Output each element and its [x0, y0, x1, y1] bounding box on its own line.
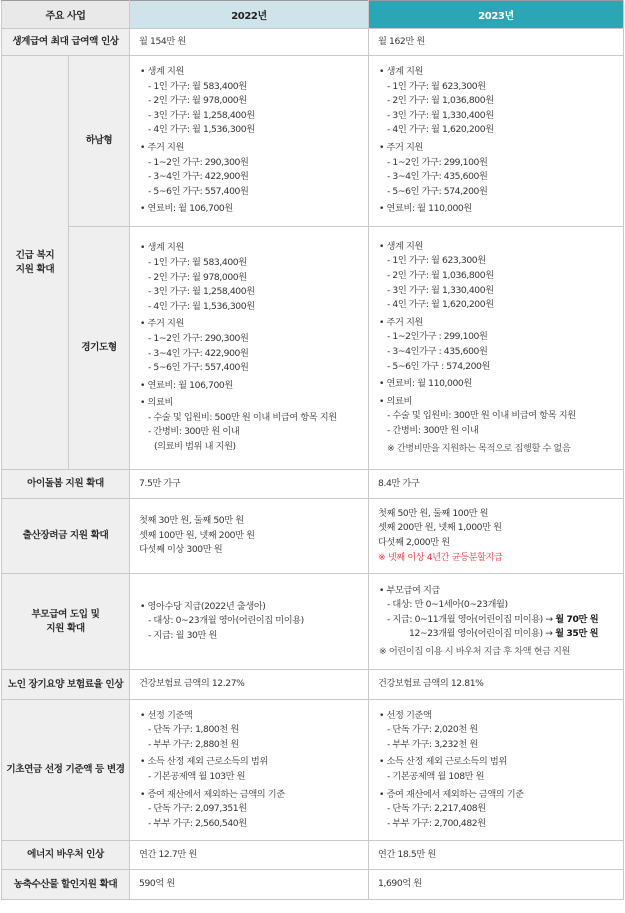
- item-line: - 기본공제액 월 103만 원: [148, 771, 246, 782]
- item-title: • 선정 기준액: [379, 709, 432, 721]
- item-line: - 1~2인 가구: 290,300원: [148, 156, 249, 168]
- item-note: ※ 간병비만을 지원하는 목적으로 집행할 수 없음: [387, 442, 571, 454]
- row-label-livelihood: 생계급여 최대 급여액 인상: [2, 29, 130, 56]
- value-2022: 월 154만 원: [130, 29, 369, 56]
- item-line: - 단독 가구: 2,020천 원: [387, 724, 478, 736]
- item-line: - 3~4인가구 : 435,600원: [387, 346, 488, 357]
- row-label-pension: 기초연금 선정 기준액 등 변경: [2, 700, 130, 841]
- pension-2022-cell: [130, 700, 369, 841]
- row-label-energy: 에너지 바우처 인상: [2, 841, 130, 870]
- item-line: - 1인 가구: 월 583,400원: [148, 80, 247, 92]
- sub-label-hanam: 하남형: [69, 56, 130, 227]
- item-line: - 수술 및 입원비: 500만 원 이내 비급여 항목 지원: [148, 411, 337, 423]
- table-row: [2, 670, 624, 700]
- item-line: 셋째 200만 원, 넷째 1,000만 원: [378, 522, 502, 534]
- item-title: • 소득 산정 제외 근로소득의 범위: [140, 756, 268, 768]
- item-line: [379, 627, 623, 642]
- item-line: - 1~2인 가구: 299,100원: [387, 156, 488, 168]
- value-2022: 7.5만 가구: [130, 470, 369, 499]
- item-title: • 증여 재산에서 제외하는 금액의 기준: [379, 788, 524, 800]
- parent-2023-cell: [369, 574, 624, 670]
- table-row: [2, 56, 624, 227]
- item-line: - 대상: 0~23개월 영아(어린이집 미이용): [148, 615, 304, 627]
- table-row: [2, 841, 624, 870]
- item-title: • 연료비: 월 110,000원: [379, 378, 472, 390]
- item-title: • 의료비: [140, 397, 173, 409]
- table-row: [2, 499, 624, 574]
- item-line: - 수술 및 입원비: 300만 원 이내 비급여 항목 지원: [387, 410, 576, 422]
- item-line: - 3인 가구: 월 1,330,400원: [387, 284, 494, 296]
- item-title: • 증여 재산에서 제외하는 금액의 기준: [140, 788, 285, 800]
- birth-2023-cell: [369, 499, 624, 574]
- sub-label-gyeonggi: 경기도형: [69, 227, 130, 470]
- pay-amount: 월 35만 원: [555, 628, 599, 640]
- item-line: - 간병비: 300만 원 이내: [148, 426, 240, 438]
- item-note: (의료비 범위 내 지원): [154, 441, 236, 453]
- item-line: 첫째 50만 원, 둘째 100만 원: [378, 507, 489, 519]
- item-line: - 단독 가구: 2,097,351원: [148, 803, 247, 815]
- table-row: [2, 470, 624, 499]
- gyeonggi-2022-cell: [130, 227, 369, 470]
- item-line: - 4인 가구: 월 1,620,200원: [387, 124, 494, 136]
- item-line: - 5~6인 가구: 574,200원: [387, 185, 488, 197]
- row-label-agri: 농축수산물 할인지원 확대: [2, 870, 130, 900]
- item-line: - 2인 가구: 월 1,036,800원: [387, 270, 494, 282]
- row-label-birth: 출산장려금 지원 확대: [2, 499, 130, 574]
- item-title: • 연료비: 월 106,700원: [140, 203, 233, 215]
- hanam-2023-cell: [369, 56, 624, 227]
- table-row: [2, 574, 624, 670]
- hanam-2022-cell: [130, 56, 369, 227]
- item-line: - 3~4인 가구: 422,900원: [148, 347, 249, 359]
- item-line: - 4인 가구: 월 1,536,300원: [148, 124, 255, 136]
- item-line: - 2인 가구: 월 978,000원: [148, 271, 247, 283]
- header-main-project: 주요 사업: [2, 1, 130, 29]
- value-2023: 건강보험료 금액의 12.81%: [369, 670, 624, 700]
- item-line: - 간병비: 300만 원 이내: [387, 424, 479, 436]
- item-line: 첫째 30만 원, 둘째 50만 원: [139, 515, 244, 527]
- birth-2022-cell: [130, 499, 369, 574]
- item-line: - 5~6인 가구: 557,400원: [148, 185, 249, 197]
- item-line: - 부부 가구: 2,560,540원: [148, 817, 247, 829]
- item-line: - 3~4인 가구: 422,900원: [148, 171, 249, 183]
- item-line: - 1~2인가구 : 299,100원: [387, 331, 488, 343]
- item-line: [379, 613, 623, 628]
- gyeonggi-2023-cell: [369, 227, 624, 470]
- item-title: • 부모급여 지급: [379, 584, 440, 596]
- header-2022: 2022년: [130, 1, 369, 29]
- item-title: • 연료비: 월 106,700원: [140, 379, 233, 391]
- value-2023: 월 162만 원: [369, 29, 624, 56]
- item-line: - 1인 가구: 월 583,400원: [148, 256, 247, 268]
- row-label-parent: 부모급여 도입 및 지원 확대: [2, 574, 130, 670]
- row-label-ltc: 노인 장기요양 보험료율 인상: [2, 670, 130, 700]
- item-line: - 3인 가구: 월 1,330,400원: [387, 109, 494, 121]
- item-title: • 연료비: 월 110,000원: [379, 203, 472, 215]
- item-line: - 1~2인 가구: 290,300원: [148, 332, 249, 344]
- table-row: [2, 870, 624, 900]
- item-line: - 기본공제액 월 108만 원: [387, 771, 485, 782]
- item-title: • 생계 지원: [140, 66, 184, 78]
- item-title: • 생계 지원: [379, 66, 423, 78]
- item-title: • 영아수당 지급(2022년 출생아): [140, 600, 266, 612]
- item-line: - 5~6인 가구 : 574,200원: [387, 360, 490, 372]
- item-line: - 1인 가구: 월 623,300원: [387, 255, 486, 267]
- table-row: [2, 29, 624, 56]
- policy-comparison-table: [1, 0, 624, 900]
- item-line: - 2인 가구: 월 978,000원: [148, 95, 247, 107]
- item-note: ※ 어린이집 이용 시 바우처 지급 후 차액 현금 지원: [379, 645, 571, 657]
- row-label-emergency: 긴급 복지 지원 확대: [2, 56, 69, 470]
- item-title: • 생계 지원: [140, 242, 184, 254]
- item-line: - 단독 가구: 1,800천 원: [148, 724, 239, 736]
- pay-line-text: - 지급: 0~11개월 영아(어린이집 미이용) →: [387, 613, 556, 625]
- item-title: • 주거 지원: [140, 318, 184, 330]
- value-2022: 연간 12.7만 원: [130, 841, 369, 870]
- value-2023: 8.4만 가구: [369, 470, 624, 499]
- parent-2022-cell: [130, 574, 369, 670]
- item-title: • 생계 지원: [379, 240, 423, 252]
- value-2023: 연간 18.5만 원: [369, 841, 624, 870]
- item-title: • 주거 지원: [379, 142, 423, 153]
- value-2022: 건강보험료 금액의 12.27%: [130, 670, 369, 700]
- item-line: - 4인 가구: 월 1,536,300원: [148, 300, 255, 312]
- table-row: [2, 227, 624, 470]
- item-line: 셋째 100만 원, 넷째 200만 원: [139, 529, 255, 541]
- item-line: - 5~6인 가구: 557,400원: [148, 362, 249, 374]
- value-2023: 1,690억 원: [369, 870, 624, 900]
- item-title: • 소득 산정 제외 근로소득의 범위: [379, 756, 507, 768]
- item-title: • 주거 지원: [379, 316, 423, 328]
- pay-line-text: 12~23개월 영아(어린이집 미이용) →: [409, 628, 556, 640]
- item-line: - 부부 가구: 3,232천 원: [387, 738, 478, 750]
- item-line: - 4인 가구: 월 1,620,200원: [387, 299, 494, 311]
- item-line: - 3인 가구: 월 1,258,400원: [148, 286, 255, 298]
- item-line: - 대상: 만 0~1세아(0~23개월): [387, 599, 508, 611]
- item-line: 다섯째 2,000만 원: [378, 537, 450, 548]
- table-row: [2, 700, 624, 841]
- item-line: - 3~4인 가구: 435,600원: [387, 171, 488, 183]
- item-note-red: ※ 넷째 이상 4년간 균등분할지급: [378, 551, 503, 563]
- pension-2023-cell: [369, 700, 624, 841]
- value-2022: 590억 원: [130, 870, 369, 900]
- item-line: - 부부 가구: 2,700,482원: [387, 817, 486, 829]
- item-title: • 주거 지원: [140, 142, 184, 153]
- item-line: 다섯째 이상 300만 원: [139, 544, 223, 556]
- pay-amount: 월 70만 원: [555, 613, 599, 625]
- item-line: - 단독 가구: 2,217,408원: [387, 803, 486, 815]
- item-title: • 의료비: [379, 395, 412, 407]
- item-line: - 부부 가구: 2,880천 원: [148, 738, 239, 750]
- item-title: • 선정 기준액: [140, 709, 193, 721]
- item-line: - 3인 가구: 월 1,258,400원: [148, 109, 255, 121]
- item-line: - 1인 가구: 월 623,300원: [387, 80, 486, 92]
- item-line: - 2인 가구: 월 1,036,800원: [387, 95, 494, 107]
- header-2023: 2023년: [369, 1, 624, 29]
- item-line: - 지급: 월 30만 원: [148, 629, 217, 641]
- row-label-childcare: 아이돌봄 지원 확대: [2, 470, 130, 499]
- table-header-row: [2, 1, 624, 29]
